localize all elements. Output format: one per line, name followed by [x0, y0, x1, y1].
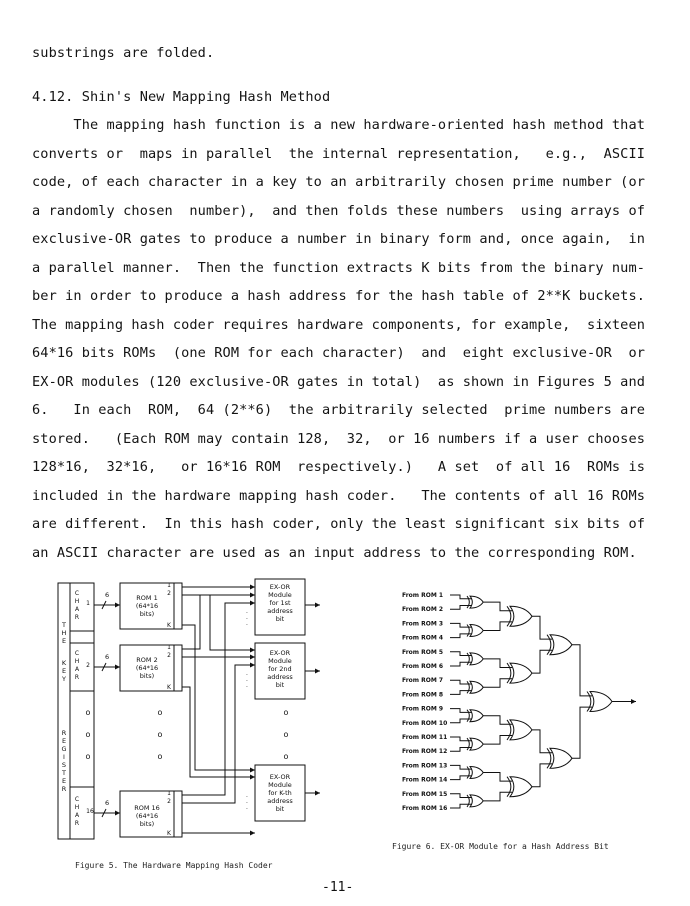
text-line: stored. (Each ROM may contain 128, 32, or 16 numbers if a user chooses: [32, 430, 646, 447]
svg-text:.: .: [246, 608, 248, 615]
svg-text:R: R: [74, 614, 80, 621]
figure-6-diagram: [400, 585, 670, 825]
svg-text:o: o: [283, 730, 289, 739]
svg-text:1: 1: [167, 582, 171, 589]
svg-text:(64*16: (64*16: [135, 664, 159, 672]
svg-text:C: C: [74, 590, 80, 597]
char-number: 2: [86, 662, 90, 669]
svg-text:bits): bits): [139, 672, 155, 680]
text-line: an ASCII character are used as an input address to the corresponding ROM.: [32, 544, 637, 561]
text-line: are different. In this hash coder, only the least significant six bits of: [32, 516, 646, 532]
svg-text:K: K: [167, 622, 171, 629]
svg-text:H: H: [74, 658, 80, 665]
text-line: The mapping hash function is a new hardware-oriented hash method that: [32, 117, 646, 133]
rom-input-label: From ROM 7: [402, 677, 444, 685]
text-line: ber in order to produce a hash address for the hash table of 2**K buckets.: [32, 288, 646, 304]
rom-input-label: From ROM 10: [402, 719, 448, 727]
char-number: 16: [86, 808, 94, 815]
svg-text:C: C: [74, 796, 80, 803]
text-line: 128*16, 32*16, or 16*16 ROM respectively.) A set of all 16 ROMs is: [32, 459, 646, 475]
figure-5-diagram: [50, 575, 390, 875]
svg-text:Module: Module: [268, 591, 292, 599]
svg-text:ROM 1: ROM 1: [136, 594, 158, 602]
svg-text:.: .: [246, 798, 248, 805]
svg-text:o: o: [283, 708, 289, 717]
text-line: a parallel manner. Then the function extracts K bits from the binary num-: [32, 259, 646, 276]
svg-text:R: R: [74, 820, 80, 827]
text-line: included in the hardware mapping hash coder. The contents of all 16 ROMs: [32, 487, 646, 504]
register-letter: R: [61, 729, 67, 737]
text-line: 64*16 bits ROMs (one ROM for each character) and eight exclusive-OR or: [32, 345, 646, 361]
text-line: 6. In each ROM, 64 (2**6) the arbitrarily selected prime numbers are: [32, 402, 646, 418]
svg-text:C: C: [74, 650, 80, 657]
svg-text:2: 2: [167, 590, 171, 597]
svg-text:Module: Module: [268, 657, 292, 665]
figure-6-caption: Figure 6. EX-OR Module for a Hash Address Bit: [392, 842, 609, 851]
svg-text:ROM 16: ROM 16: [134, 804, 160, 812]
register-letter: G: [61, 745, 67, 753]
svg-text:EX-OR: EX-OR: [269, 583, 291, 591]
svg-text:Module: Module: [268, 781, 292, 789]
svg-text:.: .: [246, 620, 248, 627]
register-letter: E: [61, 737, 67, 745]
svg-text:for K-th: for K-th: [268, 789, 292, 797]
text-line: a randomly chosen number), and then folds these numbers using arrays of: [32, 202, 646, 219]
register-letter: R: [61, 785, 67, 793]
svg-text:bits): bits): [139, 610, 155, 618]
xor-gate: [510, 663, 532, 683]
text-line: substrings are folded.: [32, 45, 215, 61]
svg-text:.: .: [246, 792, 248, 799]
text-line: EX-OR modules (120 exclusive-OR gates in total) as shown in Figures 5 and: [32, 373, 646, 390]
register-letter: E: [61, 637, 67, 645]
svg-text:o: o: [85, 730, 91, 739]
svg-text:o: o: [157, 730, 163, 739]
register-letter: H: [61, 629, 67, 637]
svg-text:.: .: [246, 670, 248, 677]
svg-text:bits): bits): [139, 820, 155, 828]
xor-gate: [470, 795, 483, 807]
svg-text:o: o: [157, 752, 163, 761]
rom-input-label: From ROM 1: [402, 592, 444, 599]
svg-text:for 2nd: for 2nd: [268, 665, 292, 673]
rom-input-label: From ROM 14: [402, 776, 448, 784]
svg-text:A: A: [74, 812, 80, 819]
rom-input-label: From ROM 5: [402, 648, 444, 656]
svg-text:2: 2: [167, 652, 171, 659]
svg-text:(64*16: (64*16: [135, 812, 159, 820]
register-letter: K: [61, 659, 67, 667]
svg-text:ROM 2: ROM 2: [136, 656, 158, 664]
svg-text:address: address: [267, 607, 293, 615]
svg-text:.: .: [246, 682, 248, 689]
char-cell-2: [70, 643, 94, 691]
rom-input-label: From ROM 4: [402, 634, 444, 642]
rom-input-label: From ROM 12: [402, 748, 448, 756]
text-line: The mapping hash coder requires hardware components, for example, sixteen: [32, 316, 646, 333]
svg-text:.: .: [246, 804, 248, 811]
svg-text:A: A: [74, 666, 80, 673]
char-number: 1: [86, 600, 90, 607]
xor-gate: [510, 720, 532, 740]
xor-gate: [470, 767, 483, 779]
svg-text:.: .: [246, 676, 248, 683]
bus-width: 6: [105, 591, 110, 599]
xor-gate: [470, 653, 483, 665]
svg-text:.: .: [246, 614, 248, 621]
svg-text:H: H: [74, 804, 80, 811]
svg-text:o: o: [157, 708, 163, 717]
xor-gate: [470, 596, 483, 608]
svg-text:for 1st: for 1st: [269, 599, 291, 607]
text-line: code, of each character in a key to an arbitrarily chosen prime number (or: [32, 174, 646, 190]
text-line: converts or maps in parallel the internal representation, e.g., ASCII: [32, 145, 646, 162]
svg-text:o: o: [283, 752, 289, 761]
register-letter: I: [63, 753, 65, 761]
register-letter: Y: [62, 675, 66, 683]
svg-text:1: 1: [167, 790, 171, 797]
svg-text:address: address: [267, 797, 293, 805]
char-cell-1: [70, 583, 94, 631]
svg-text:H: H: [74, 598, 80, 605]
rom-input-label: From ROM 9: [402, 705, 444, 713]
xor-gate: [510, 777, 532, 797]
svg-text:o: o: [85, 752, 91, 761]
svg-text:K: K: [167, 684, 171, 691]
xor-gate: [470, 738, 483, 750]
rom-input-label: From ROM 16: [402, 805, 448, 812]
svg-text:2: 2: [167, 798, 171, 805]
xor-gate: [550, 748, 572, 768]
rom-input-label: From ROM 6: [402, 663, 444, 670]
svg-text:R: R: [74, 674, 80, 681]
svg-text:1: 1: [167, 644, 171, 651]
register-letter: S: [61, 761, 67, 769]
svg-text:address: address: [267, 673, 293, 681]
svg-text:o: o: [85, 708, 91, 717]
bus-width: 6: [105, 799, 110, 807]
section-heading: 4.12. Shin's New Mapping Hash Method: [32, 89, 331, 105]
svg-text:EX-OR: EX-OR: [269, 649, 291, 657]
bus-width: 6: [105, 653, 110, 661]
svg-text:bit: bit: [275, 805, 285, 813]
register-letter: T: [62, 621, 66, 629]
svg-text:K: K: [167, 830, 171, 837]
xor-gate: [470, 625, 483, 637]
xor-gate: [590, 692, 612, 712]
svg-text:A: A: [74, 606, 80, 613]
svg-text:EX-OR: EX-OR: [269, 773, 291, 781]
svg-text:(64*16: (64*16: [135, 602, 159, 610]
text-line: exclusive-OR gates to produce a number in binary form and, once again, in: [32, 231, 646, 247]
page-number: -11-: [322, 880, 354, 895]
register-letter: E: [61, 667, 67, 675]
rom-input-label: From ROM 11: [402, 734, 448, 741]
xor-gate: [470, 710, 483, 722]
rom-input-label: From ROM 8: [402, 691, 444, 699]
svg-text:bit: bit: [275, 681, 285, 689]
rom-input-label: From ROM 13: [402, 762, 448, 770]
rom-input-label: From ROM 3: [402, 620, 444, 628]
svg-text:bit: bit: [275, 615, 285, 623]
rom-input-label: From ROM 15: [402, 790, 448, 798]
figure-5-caption: Figure 5. The Hardware Mapping Hash Coder: [75, 861, 273, 870]
register-letter: T: [62, 769, 66, 777]
xor-gate: [510, 606, 532, 626]
rom-input-label: From ROM 2: [402, 606, 444, 614]
xor-gate: [550, 635, 572, 655]
register-letter: E: [61, 777, 67, 785]
xor-gate: [470, 681, 483, 693]
